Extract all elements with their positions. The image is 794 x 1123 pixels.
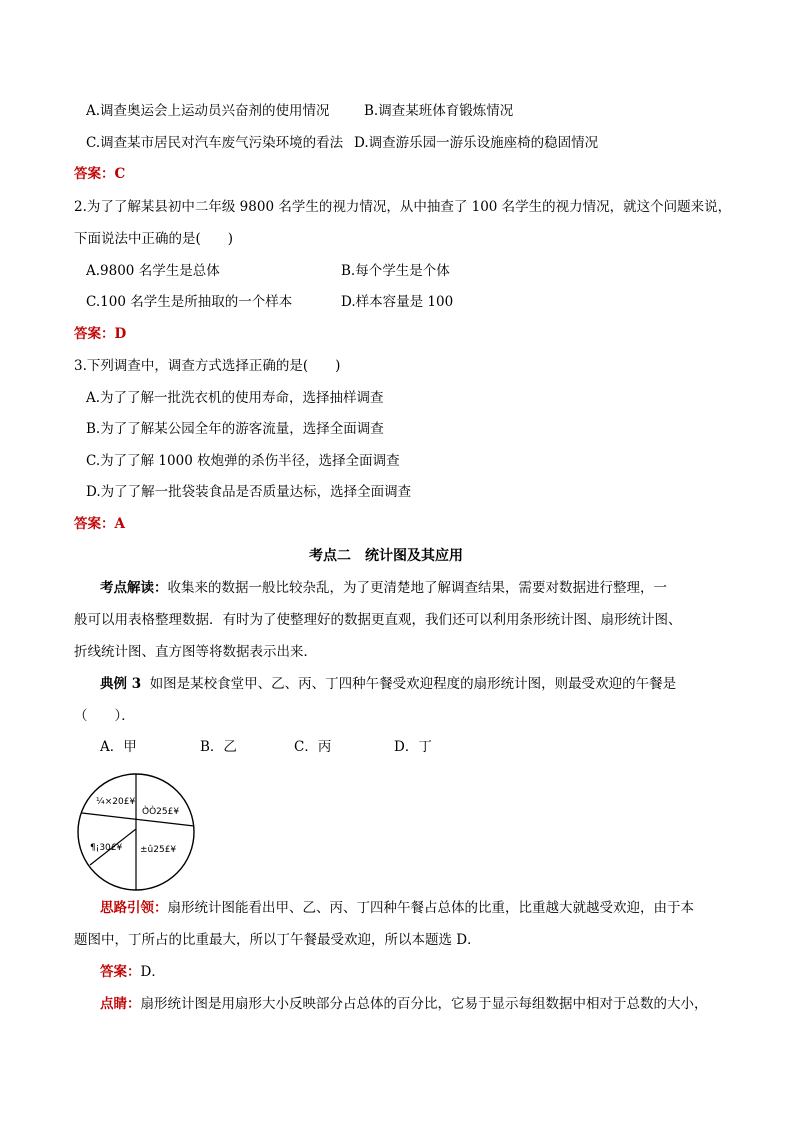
q1-answer: 答案：C [74, 166, 126, 182]
example3-stem-line2: （ ）． [74, 708, 135, 724]
example3-option-c: C．丙 [294, 739, 332, 755]
section-intro-line2: 般可以用表格整理数据．有时为了使整理好的数据更直观，我们还可以利用条形统计图、扇形统计图、 [74, 612, 682, 628]
q1-option-b: B.调查某班体育锻炼情况 [364, 103, 514, 119]
q2-stem-line1: 2.为了了解某县初中二年级 9800 名学生的视力情况，从中抽查了 100 名学生的视力情况，就这个问题来说， [74, 199, 732, 215]
pie-chart [76, 772, 196, 892]
pie-label-bottom-right: ±û25£¥ [140, 845, 177, 855]
q2-option-b: B.每个学生是个体 [341, 263, 450, 279]
example3-note-text: 扇形统计图是用扇形大小反映部分占总体的百分比，它易于显示每组数据中相对于总数的大小， [140, 996, 708, 1012]
example3-stem: 如图是某校食堂甲、乙、丙、丁四种午餐受欢迎程度的扇形统计图，则最受欢迎的午餐是 [149, 676, 677, 692]
pie-label-top-right: Ò̂Ò25£¥ [142, 807, 180, 817]
example3-hint-label: 思路引领： [100, 900, 168, 916]
q3-answer: 答案：A [74, 516, 125, 532]
example3-hint-line2: 题图中，丁所占的比重最大，所以丁午餐最受欢迎，所以本题选 D． [74, 932, 481, 948]
section-title: 考点二 统计图及其应用 [309, 548, 463, 564]
example3-note-label: 点睛： [100, 996, 141, 1012]
example3-label: 典例 3 [100, 676, 142, 692]
q1-option-a: A.调查奥运会上运动员兴奋剂的使用情况 [86, 103, 330, 119]
q1-option-d: D.调查游乐园一游乐设施座椅的稳固情况 [354, 135, 599, 151]
example3-stem-line1 [100, 675, 676, 693]
section-intro-text: 收集来的数据一般比较杂乱，为了更清楚地了解调查结果，需要对数据进行整理，一 [167, 580, 667, 596]
q2-option-d: D.样本容量是 100 [341, 294, 454, 310]
section-intro-line3: 折线统计图、直方图等将数据表示出来． [74, 644, 317, 660]
example3-hint-text: 扇形统计图能看出甲、乙、丙、丁四种午餐占总体的比重，比重越大就越受欢迎，由于本 [167, 900, 694, 916]
example3-hint-line1 [100, 899, 694, 917]
pie-label-bottom-left: ¶¡30£¥ [90, 843, 123, 853]
pie-label-top-left: ¼×20£¥ [96, 797, 136, 807]
example3-note-line1 [100, 995, 708, 1013]
example3-option-b: B．乙 [200, 739, 237, 755]
q3-option-c: C.为了了解 1000 枚炮弹的杀伤半径，选择全面调查 [86, 453, 400, 469]
example3-option-a: A．甲 [100, 739, 137, 755]
q3-option-a: A.为了了解一批洗衣机的使用寿命，选择抽样调查 [86, 390, 384, 406]
example3-answer-label: 答案： [100, 964, 141, 980]
section-intro-line1 [100, 579, 667, 597]
section-intro-label: 考点解读： [100, 580, 168, 596]
q2-option-a: A.9800 名学生是总体 [86, 263, 220, 279]
q2-option-c: C.100 名学生是所抽取的一个样本 [86, 294, 293, 310]
example3-answer [100, 963, 165, 981]
q2-stem-line2: 下面说法中正确的是( ) [74, 231, 234, 247]
example3-option-d: D．丁 [394, 739, 432, 755]
q3-stem: 3.下列调查中，调查方式选择正确的是( ) [74, 358, 341, 374]
example3-answer-value: D． [140, 964, 165, 980]
q2-answer: 答案：D [74, 326, 127, 342]
q3-option-b: B.为了了解某公园全年的游客流量，选择全面调查 [86, 421, 384, 437]
q3-option-d: D.为了了解一批袋装食品是否质量达标，选择全面调查 [86, 484, 412, 500]
q1-option-c: C.调查某市居民对汽车废气污染环境的看法 [86, 135, 344, 151]
